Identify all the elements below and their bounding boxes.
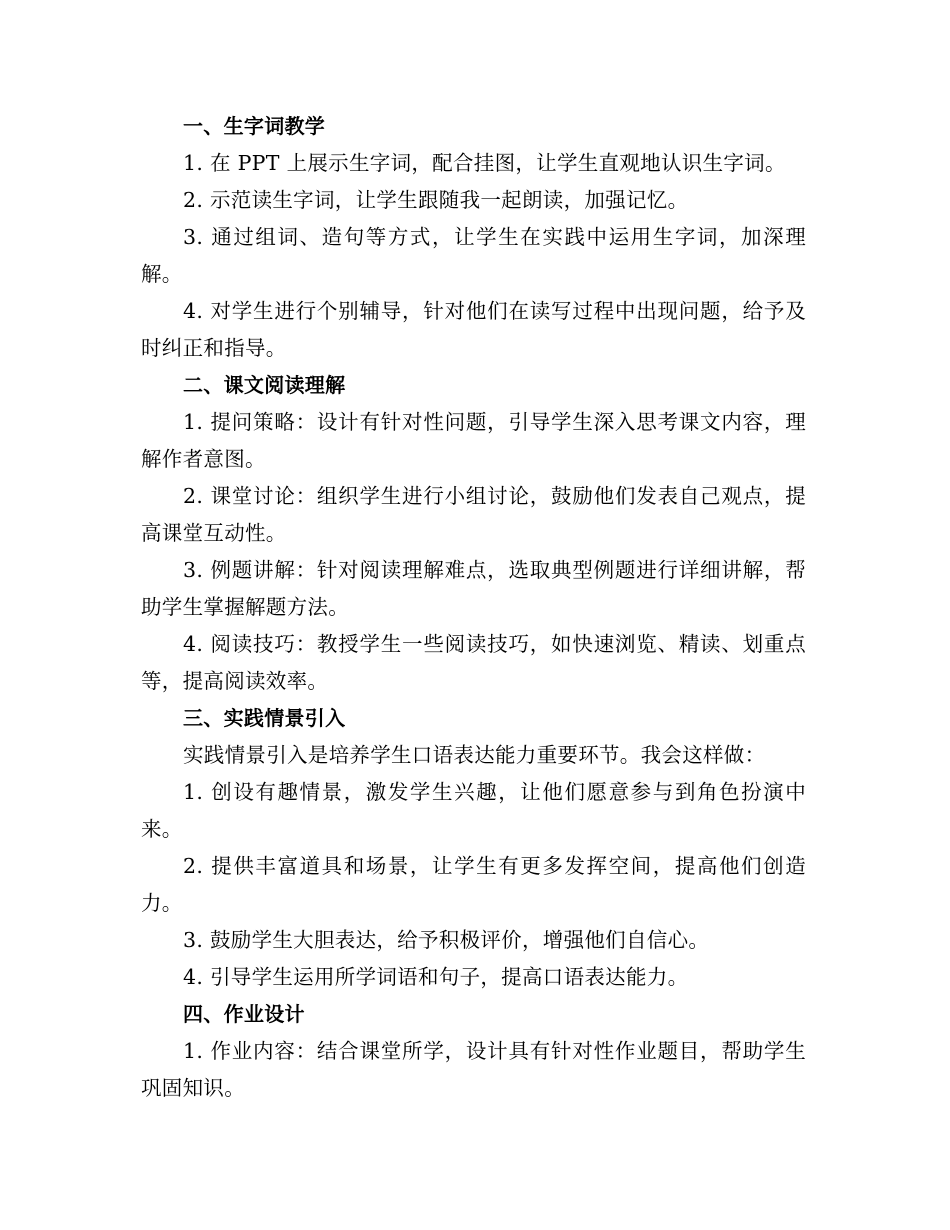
document-page xyxy=(141,108,806,1107)
section-heading-4: 四、作业设计 xyxy=(183,1002,305,1026)
section-3-item-4: 4. 引导学生运用所学词语和句子，提高口语表达能力。 xyxy=(183,965,689,989)
section-1-item-3: 3. 通过组词、造句等方式，让学生在实践中运用生字词，加深理解。 xyxy=(141,225,806,286)
section-2-item-2: 2. 课堂讨论：组织学生进行小组讨论，鼓励他们发表自己观点，提高课堂互动性。 xyxy=(141,484,806,545)
section-1-item-4: 4. 对学生进行个别辅导，针对他们在读写过程中出现问题，给予及时纠正和指导。 xyxy=(141,299,806,360)
section-heading-3: 三、实践情景引入 xyxy=(183,706,346,730)
section-3-item-3: 3. 鼓励学生大胆表达，给予积极评价，增强他们自信心。 xyxy=(183,928,710,952)
section-1-item-1: 1. 在 PPT 上展示生字词，配合挂图，让学生直观地认识生字词。 xyxy=(183,151,786,175)
section-2-item-3: 3. 例题讲解：针对阅读理解难点，选取典型例题进行详细讲解，帮助学生掌握解题方法。 xyxy=(141,558,806,619)
section-heading-1: 一、生字词教学 xyxy=(183,114,326,138)
section-3-item-1: 1. 创设有趣情景，激发学生兴趣，让他们愿意参与到角色扮演中来。 xyxy=(141,780,806,841)
section-heading-2: 二、课文阅读理解 xyxy=(183,373,346,397)
section-2-item-1: 1. 提问策略：设计有针对性问题，引导学生深入思考课文内容，理解作者意图。 xyxy=(141,410,806,471)
section-3-item-2: 2. 提供丰富道具和场景，让学生有更多发挥空间，提高他们创造力。 xyxy=(141,854,806,915)
section-3-intro: 实践情景引入是培养学生口语表达能力重要环节。我会这样做： xyxy=(183,743,766,767)
section-4-item-1: 1. 作业内容：结合课堂所学，设计具有针对性作业题目，帮助学生巩固知识。 xyxy=(141,1039,806,1100)
section-2-item-4: 4. 阅读技巧：教授学生一些阅读技巧，如快速浏览、精读、划重点等，提高阅读效率。 xyxy=(141,632,806,693)
section-1-item-2: 2. 示范读生字词，让学生跟随我一起朗读，加强记忆。 xyxy=(183,188,689,212)
